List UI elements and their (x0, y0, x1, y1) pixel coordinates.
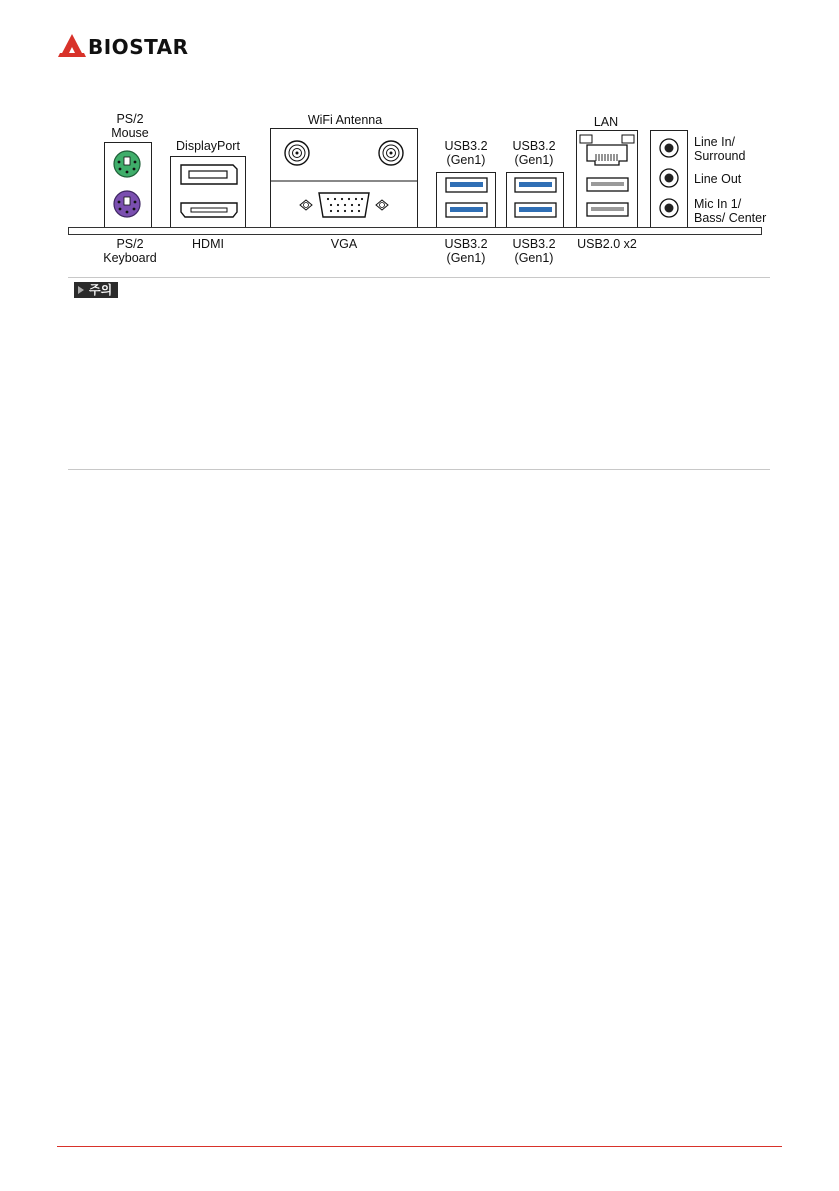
wifi-vga-block (270, 128, 418, 228)
note-tag (74, 282, 118, 298)
lan-usb2-graphic (577, 131, 637, 227)
note-top-rule (68, 277, 770, 278)
ps2-ports-graphic (105, 143, 151, 227)
wifi-antenna-right (379, 141, 403, 165)
usb-a-top-label: USB3.2 (Gen1) (444, 139, 488, 167)
usb-a-bottom-label: USB3.2 (Gen1) (444, 237, 488, 265)
note-bottom-rule (68, 469, 770, 470)
usb-b-top-label: USB3.2 (Gen1) (512, 139, 556, 167)
usb3-stack-a (436, 172, 496, 228)
vga-port (300, 193, 388, 217)
wifi-antenna-left (285, 141, 309, 165)
line-out-label: Line Out (694, 172, 742, 186)
brand-name: BIOSTAR (88, 35, 189, 59)
vga-label: VGA (330, 237, 358, 251)
usb3-stack-a-graphic (437, 173, 495, 227)
lan-label: LAN (593, 115, 619, 129)
video-port-block (170, 156, 246, 228)
usb3-stack-b (506, 172, 564, 228)
line-in-label: Line In/ Surround (694, 135, 746, 163)
wifi-vga-graphic (271, 129, 417, 227)
mic-in-label: Mic In 1/ Bass/ Center (694, 197, 767, 225)
ps2-port-block (104, 142, 152, 228)
lan-usb2-block (576, 130, 638, 228)
ps2-keyboard-label: PS/2 Keyboard (103, 237, 157, 265)
audio-jack-block (650, 130, 688, 228)
io-panel-baseline (68, 227, 762, 235)
usb2-label: USB2.0 x2 (577, 237, 637, 251)
note-tag-label: 주의 (89, 283, 113, 297)
note-arrow-icon (78, 286, 84, 294)
ps2-mouse-label: PS/2 Mouse (111, 112, 149, 140)
lan-port (580, 135, 634, 165)
wifi-antenna-label: WiFi Antenna (307, 113, 383, 127)
displayport-label: DisplayPort (176, 139, 240, 153)
usb3-stack-b-graphic (507, 173, 563, 227)
biostar-logo (58, 30, 198, 60)
hdmi-label: HDMI (192, 237, 224, 251)
footer-rule (57, 1146, 782, 1147)
displayport-hdmi-graphic (171, 157, 245, 227)
audio-jacks-graphic (651, 131, 687, 227)
usb-b-bottom-label: USB3.2 (Gen1) (512, 237, 556, 265)
